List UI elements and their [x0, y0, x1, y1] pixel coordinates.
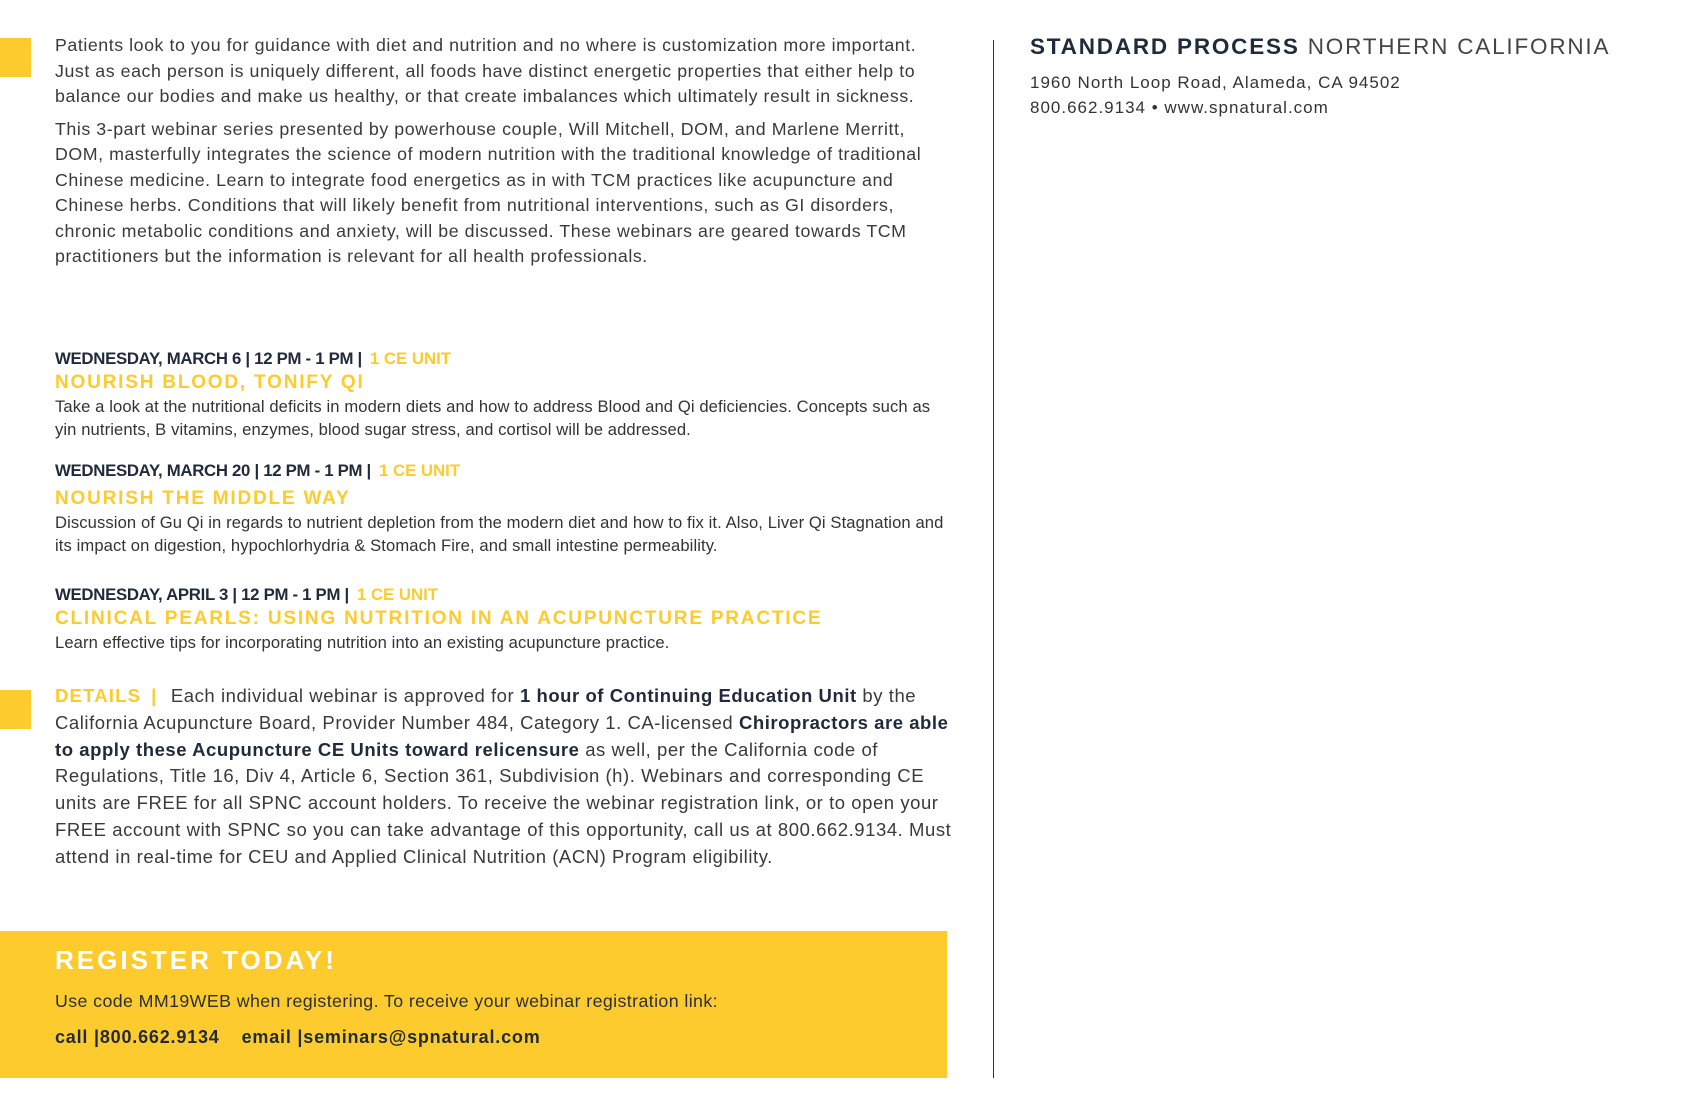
- session-1-date-time: WEDNESDAY, MARCH 6 | 12 PM - 1 PM |: [55, 349, 362, 368]
- details-text-2: by the California Acupuncture Board, Provider Number 484, Category 1. CA-licensed: [55, 685, 917, 733]
- register-phone-link[interactable]: 800.662.9134: [99, 1027, 220, 1047]
- details-text-1: Each individual webinar is approved for: [170, 685, 520, 706]
- session-2-header: [55, 460, 955, 482]
- company-address: 1960 North Loop Road, Alameda, CA 94502: [1030, 73, 1401, 92]
- intro-paragraph-1: Patients look to you for guidance with diet and nutrition and no where is customization more important. Just as each person is uniquely different, all foods have distinct energetic properties that either help to balance our bodies and make us healthy, or that create imbalances which ultimately result in sickness.: [55, 35, 917, 106]
- register-email-link[interactable]: seminars@spnatural.com: [303, 1027, 541, 1047]
- session-1: [55, 348, 955, 441]
- details-section: [55, 683, 955, 871]
- vertical-divider: [993, 40, 994, 1078]
- session-2-ce: 1 CE UNIT: [378, 461, 461, 480]
- session-3: [55, 584, 955, 655]
- details-separator: |: [151, 685, 157, 706]
- session-1-ce: 1 CE UNIT: [369, 349, 452, 368]
- session-2-description: Discussion of Gu Qi in regards to nutrient depletion from the modern diet and how to fix it. Also, Liver Qi Stagnation and its impact on digestion, hypochlorhydria & Stomach Fire, and small intestine permeability.: [55, 513, 944, 555]
- session-2-title: NOURISH THE MIDDLE WAY: [55, 488, 351, 509]
- company-name: [1030, 34, 1610, 60]
- yellow-marker-details: [0, 690, 31, 729]
- intro-paragraph-2: This 3-part webinar series presented by powerhouse couple, Will Mitchell, DOM, and Marlene Merritt, DOM, masterfully integrates the science of modern nutrition with the traditional knowledge of traditional Chinese medicine. Learn to integrate food energetics as in with TCM practices like acupuncture and Chinese herbs. Conditions that will likely benefit from nutritional interventions, such as GI disorders, chronic metabolic conditions and anxiety, will be discussed. These webinars are geared towards TCM practitioners but the information is relevant for all health professionals.: [55, 118, 922, 266]
- register-title: REGISTER TODAY!: [55, 945, 337, 975]
- session-3-ce: 1 CE UNIT: [356, 585, 439, 604]
- company-contact[interactable]: 800.662.9134 • www.spnatural.com: [1030, 98, 1329, 117]
- session-1-title: NOURISH BLOOD, TONIFY QI: [55, 372, 365, 393]
- session-1-header: [55, 348, 955, 370]
- session-2-date-time: WEDNESDAY, MARCH 20 | 12 PM - 1 PM |: [55, 461, 371, 480]
- company-region: NORTHERN CALIFORNIA: [1307, 34, 1611, 59]
- session-3-date-time: WEDNESDAY, APRIL 3 | 12 PM - 1 PM |: [55, 585, 349, 604]
- register-banner: [0, 931, 947, 1078]
- register-text: Use code MM19WEB when registering. To receive your webinar registration link:: [55, 991, 718, 1011]
- session-3-title: CLINICAL PEARLS: USING NUTRITION IN AN ACUPUNCTURE PRACTICE: [55, 608, 823, 629]
- details-bold-2: Chiropractors are able to apply these Acupuncture CE Units toward relicensure: [55, 711, 949, 760]
- session-3-description: Learn effective tips for incorporating nutrition into an existing acupuncture practice.: [55, 633, 670, 652]
- call-label: call |: [55, 1027, 100, 1047]
- intro-section: [55, 33, 955, 277]
- register-contact: [55, 1027, 541, 1048]
- details-text-3: as well, per the California code of Regulations, Title 16, Div 4, Article 6, Section 361, Subdivision (h). Webinars and corresponding CE units are FREE for all SPNC account holders. To receive the webinar registration link, or to open your FREE account with SPNC so you can take advantage of this opportunity, call us at 800.662.9134. Must attend in real-time for CEU and Applied Clinical Nutrition (ACN) Program eligibility.: [55, 738, 952, 867]
- company-address-block: [1030, 70, 1401, 120]
- details-label: DETAILS: [55, 685, 142, 706]
- session-2: [55, 460, 955, 557]
- yellow-marker-top: [0, 38, 31, 77]
- email-label: email |: [241, 1027, 304, 1047]
- session-3-header: [55, 584, 955, 606]
- company-brand: STANDARD PROCESS: [1030, 34, 1300, 59]
- session-1-description: Take a look at the nutritional deficits in modern diets and how to address Blood and Qi deficiencies. Concepts such as yin nutrients, B vitamins, enzymes, blood sugar stress, and cortisol will be addressed.: [55, 397, 931, 439]
- details-bold-1: 1 hour of Continuing Education Unit: [519, 685, 857, 706]
